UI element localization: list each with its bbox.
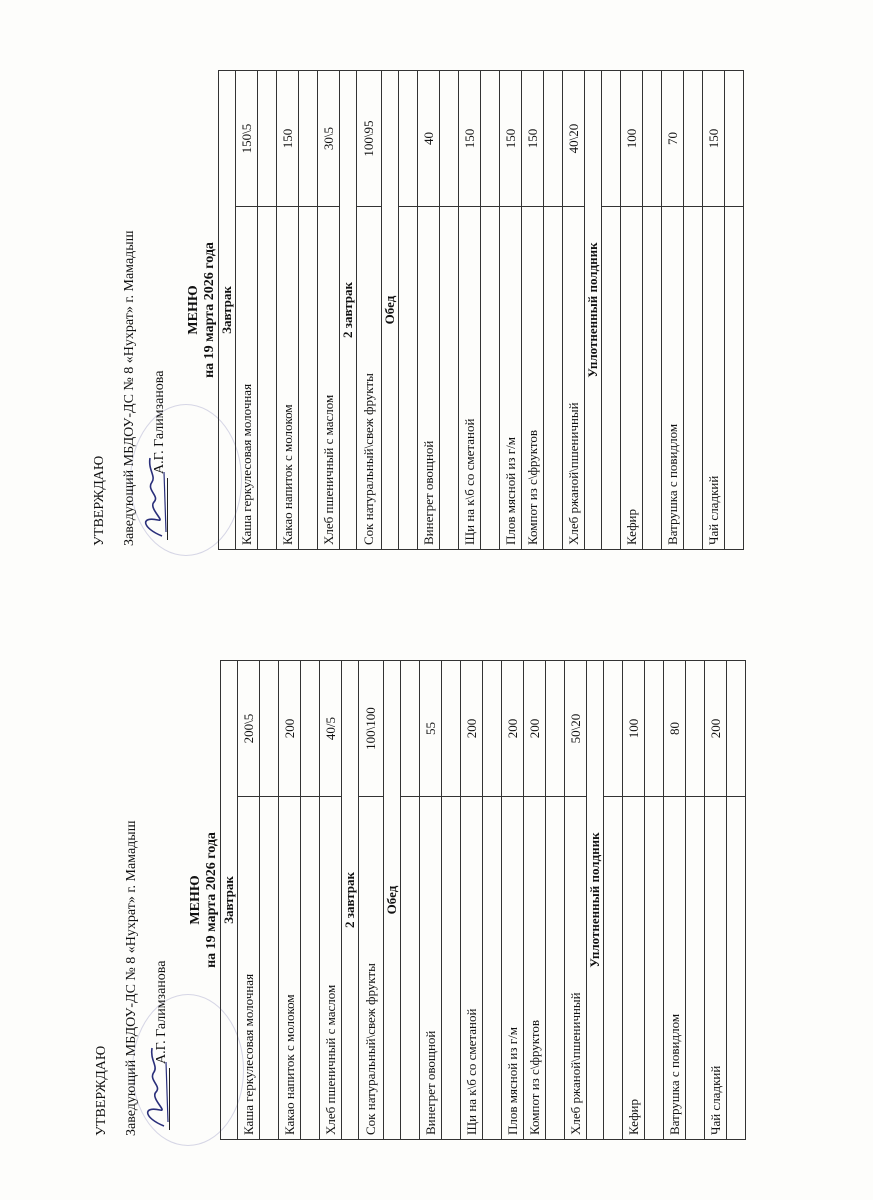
item-qty: 100\95: [357, 71, 382, 207]
item-qty: 150\5: [236, 71, 258, 207]
item-name: Какао напиток с молоком: [277, 207, 299, 550]
item-qty: 150: [522, 71, 544, 207]
section-breakfast2: 2 завтрак: [340, 71, 357, 550]
item-name: Сок натуральный\свеж фрукты: [357, 207, 382, 550]
item-qty: 40: [418, 71, 440, 207]
menu-table: [220, 660, 746, 1140]
section-lunch: Обед: [382, 71, 399, 550]
item-qty: 200: [524, 661, 546, 797]
item-qty: 150: [500, 71, 522, 207]
item-qty: 100: [621, 71, 643, 207]
item-name: Винегрет овощной: [418, 207, 440, 550]
menu-title: МЕНЮ: [188, 875, 203, 925]
item-qty: 150: [277, 71, 299, 207]
section-snack: Уплотненный полдник: [585, 71, 602, 550]
item-name: Щи на к\б со сметаной: [461, 797, 483, 1140]
item-name: Кефир: [623, 797, 645, 1140]
item-name: Компот из с\фруктов: [524, 797, 546, 1140]
item-name: Кефир: [621, 207, 643, 550]
item-name: Каша геркулесовая молочная: [236, 207, 258, 550]
item-qty: 70: [662, 71, 684, 207]
item-qty: 50\20: [565, 661, 587, 797]
item-name: Компот из с\фруктов: [522, 207, 544, 550]
item-qty: 100: [623, 661, 645, 797]
item-qty: 30\5: [318, 71, 340, 207]
head-position: Заведующий МБДОУ-ДС № 8 «Нухрат» г. Мамадыш: [122, 230, 137, 546]
item-name: Щи на к\б со сметаной: [459, 207, 481, 550]
menu-title: МЕНЮ: [186, 285, 201, 335]
item-name: Плов мясной из г/м: [502, 797, 524, 1140]
item-name: Каша геркулесовая молочная: [238, 797, 260, 1140]
menu-table: [218, 70, 744, 550]
item-name: Чай сладкий: [705, 797, 727, 1140]
item-name: Хлеб ржаной\пшеничный: [563, 207, 585, 550]
item-qty: 200: [279, 661, 301, 797]
item-name: Какао напиток с молоком: [279, 797, 301, 1140]
item-name: Хлеб пшеничный с маслом: [320, 797, 342, 1140]
approve-label: УТВЕРЖДАЮ: [94, 1045, 109, 1136]
item-qty: 55: [420, 661, 442, 797]
signer-line: [154, 961, 170, 1130]
signer-name: А.Г. Галимзанова: [154, 960, 169, 1064]
section-breakfast: Завтрак: [219, 71, 236, 550]
signer-line: [152, 371, 168, 540]
menu-copy-right: [86, 70, 721, 550]
item-qty: 100\100: [359, 661, 384, 797]
item-name: Чай сладкий: [703, 207, 725, 550]
item-qty: 40\20: [563, 71, 585, 207]
item-qty: 200: [461, 661, 483, 797]
menu-date: на 19 марта 2026 года: [202, 242, 217, 378]
section-snack: Уплотненный полдник: [587, 661, 604, 1140]
item-name: Ватрушка с повидлом: [662, 207, 684, 550]
item-qty: 200\5: [238, 661, 260, 797]
item-name: Хлеб пшеничный с маслом: [318, 207, 340, 550]
item-name: Винегрет овощной: [420, 797, 442, 1140]
item-qty: 150: [459, 71, 481, 207]
item-name: Хлеб ржаной\пшеничный: [565, 797, 587, 1140]
head-position: Заведующий МБДОУ-ДС № 8 «Нухрат» г. Мамадыш: [124, 820, 139, 1136]
signer-name: А.Г. Галимзанова: [152, 370, 167, 474]
approve-label: УТВЕРЖДАЮ: [92, 455, 107, 546]
item-qty: 150: [703, 71, 725, 207]
item-qty: 200: [502, 661, 524, 797]
item-name: Ватрушка с повидлом: [664, 797, 686, 1140]
item-qty: 80: [664, 661, 686, 797]
section-breakfast2: 2 завтрак: [342, 661, 359, 1140]
approval-header: [86, 70, 236, 550]
section-breakfast: Завтрак: [221, 661, 238, 1140]
section-lunch: Обед: [384, 661, 401, 1140]
menu-date: на 19 марта 2026 года: [204, 832, 219, 968]
item-name: Сок натуральный\свеж фрукты: [359, 797, 384, 1140]
menu-copy-left: [88, 660, 723, 1140]
approval-header: [88, 660, 238, 1140]
item-name: Плов мясной из г/м: [500, 207, 522, 550]
item-qty: 200: [705, 661, 727, 797]
item-qty: 40/5: [320, 661, 342, 797]
